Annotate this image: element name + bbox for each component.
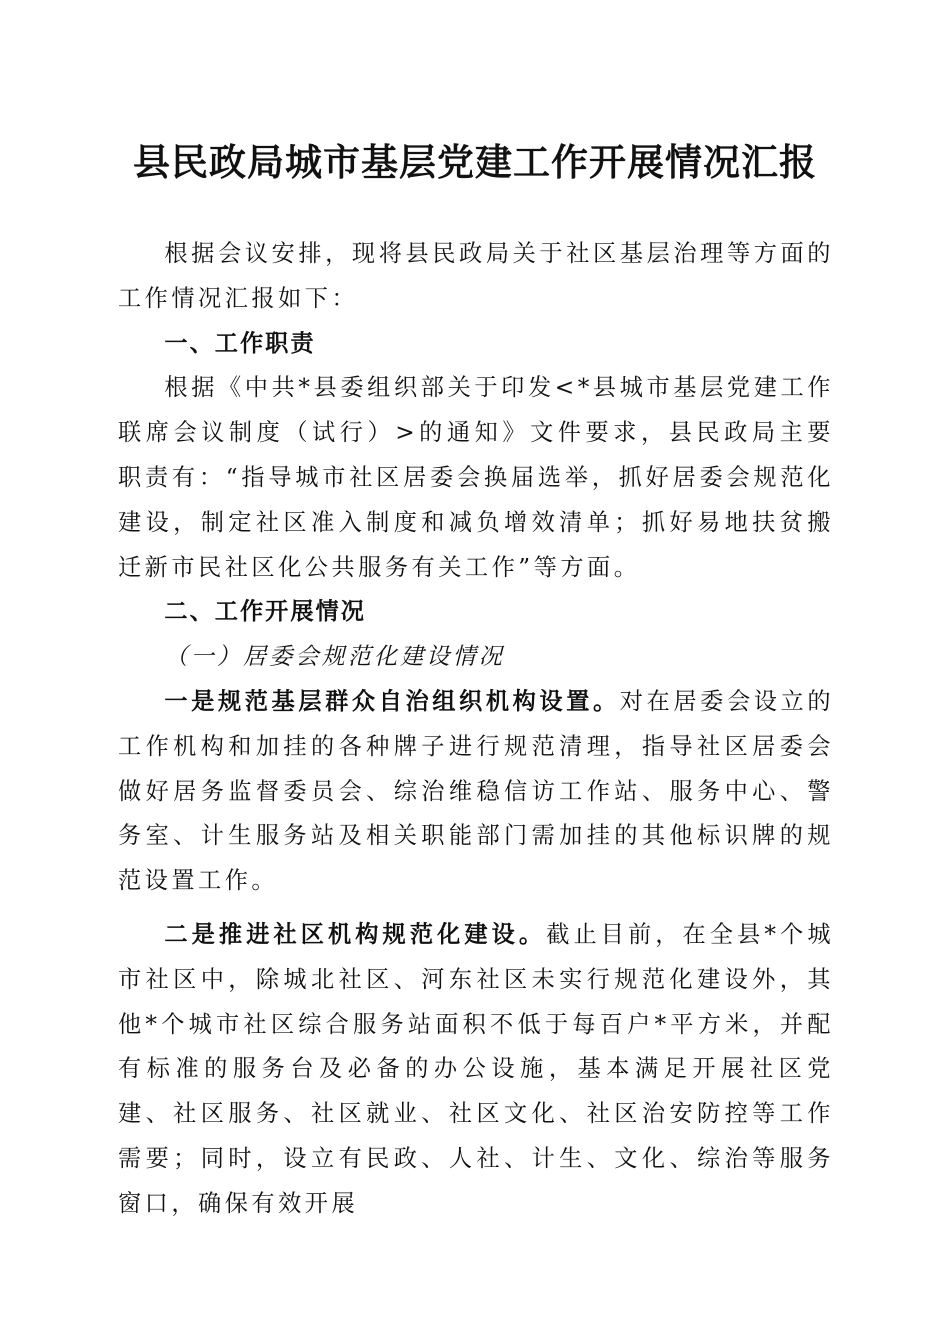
document-body xyxy=(118,232,834,1227)
section-heading-duties: 一、工作职责 xyxy=(164,329,316,357)
item-text-2: 截止目前，在全县*个城市社区中，除城北社区、河东社区未实行规范化建设外，其他*个城市社区综合服务站面积不低于每百户*平方米，并配有标准的服务台及必备的办公设施，基本满足开展社区党建、社区服务、社区就业、社区文化、社区治安防控等工作需要；同时，设立有民政、人社、计生、文化、综治等服务窗口，确保有效开展 xyxy=(118,920,835,1217)
paragraph-spacer xyxy=(118,904,834,913)
item-text-1: 对在居委会设立的工作机构和加挂的各种牌子进行规范清理，指导社区居委会做好居务监督委员会、综治维稳信访工作站、服务中心、警务室、计生服务站及相关职能部门需加挂的其他标识牌的规范设置工作。 xyxy=(118,687,835,895)
duties-paragraph: 根据《中共*县委组织部关于印发<*县城市基层党建工作联席会议制度（试行）>的通知》文件要求，县民政局主要职责有：“指导城市社区居委会换届选举，抓好居委会规范化建设，制定社区准入制度和减负增效清单；抓好易地扶贫搬迁新市民社区化公共服务有关工作”等方面。 xyxy=(118,374,834,581)
subsection-heading-committee: （一）居委会规范化建设情况 xyxy=(164,643,505,671)
item-lead-1: 一是规范基层群众自治组织机构设置。 xyxy=(164,687,620,715)
item-lead-2: 二是推进社区机构规范化建设。 xyxy=(164,920,547,948)
intro-paragraph: 根据会议安排，现将县民政局关于社区基层治理等方面的工作情况汇报如下： xyxy=(118,240,834,312)
item-paragraph-2 xyxy=(118,913,834,1227)
item-paragraph-1 xyxy=(118,680,834,904)
document-title: 县民政局城市基层党建工作开展情况汇报 xyxy=(133,140,817,184)
section-heading-progress: 二、工作开展情况 xyxy=(164,598,366,626)
